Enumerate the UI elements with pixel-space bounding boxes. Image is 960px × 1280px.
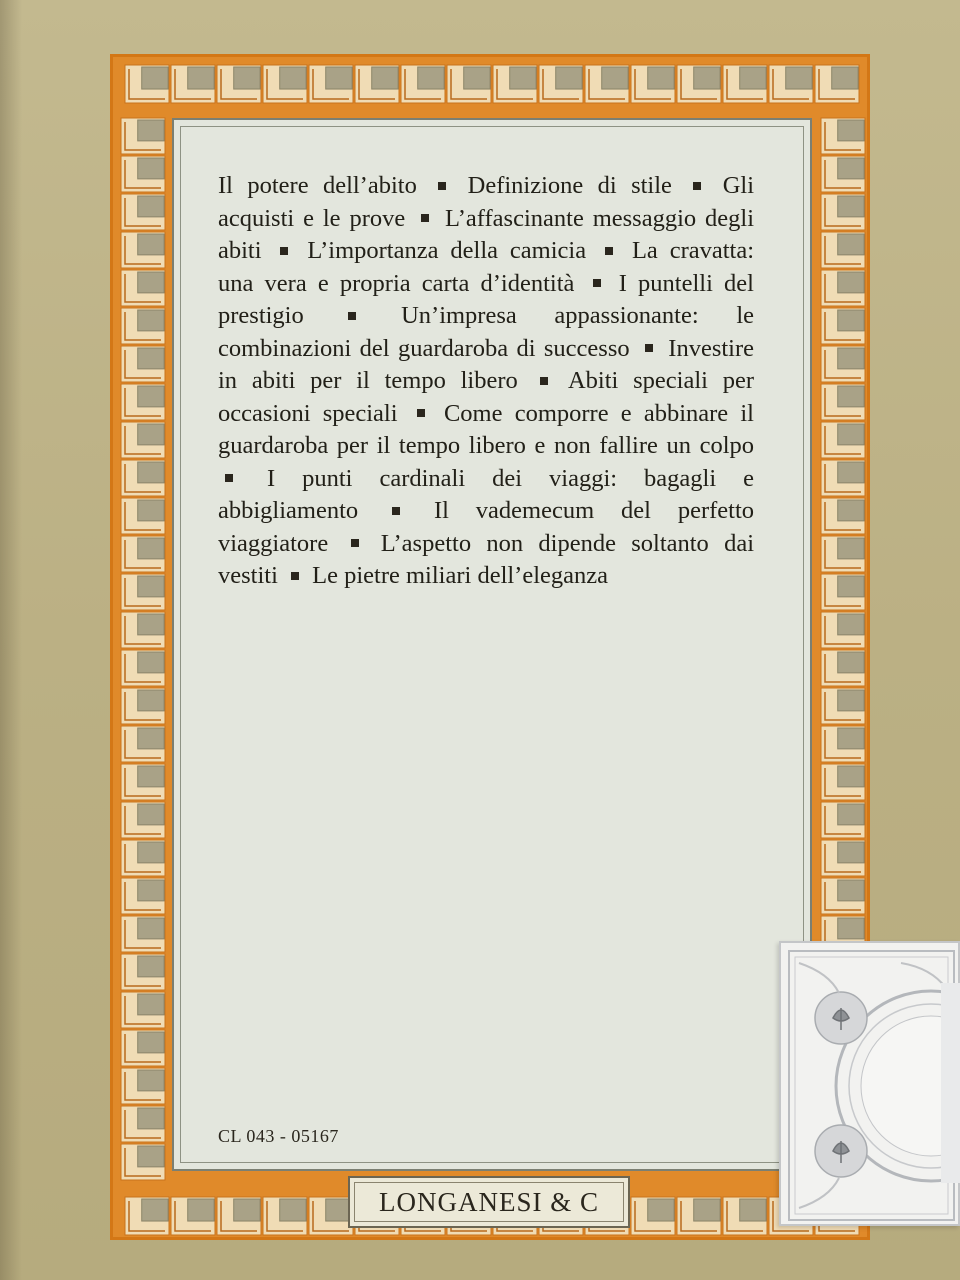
bullet-square-icon xyxy=(392,507,400,515)
contents-topic: Il vademecum del perfetto viaggiatore xyxy=(218,497,755,557)
bullet-square-icon xyxy=(605,247,613,255)
contents-topic: Investire in abiti per il tempo libero xyxy=(218,334,755,394)
contents-topic: Un’impresa appassionante: le combinazioni del guardaroba di successo xyxy=(218,302,755,362)
contents-topic: L’affascinante messaggio degli abiti xyxy=(218,204,755,264)
bullet-square-icon xyxy=(645,344,653,352)
bullet-square-icon xyxy=(348,312,356,320)
contents-topic: Gli acquisti e le prove xyxy=(218,172,755,232)
publisher-label xyxy=(348,1176,630,1228)
publisher-name: LONGANESI & C xyxy=(379,1187,599,1217)
library-sticker xyxy=(779,941,960,1226)
bullet-square-icon xyxy=(225,474,233,482)
contents-topic: Il potere dell’abito xyxy=(218,172,417,199)
contents-topic: I punti cardinali dei viaggi: bagagli e abbigliamento xyxy=(218,464,755,524)
contents-topic: I puntelli del prestigio xyxy=(218,269,754,329)
contents-topic: La cravatta: una vera e propria carta d’identità xyxy=(218,237,755,297)
catalog-code: CL 043 - 05167 xyxy=(218,1126,339,1146)
contents-topic: Come comporre e abbinare il guardaroba per il tempo libero e non fallire un colpo xyxy=(218,399,754,459)
bullet-square-icon xyxy=(417,409,425,417)
contents-text xyxy=(218,170,754,593)
contents-topic: L’importanza della camicia xyxy=(307,237,587,264)
spine-shadow xyxy=(0,0,22,1280)
bullet-square-icon xyxy=(540,377,548,385)
contents-topic: L’aspetto non dipende soltanto dai vestiti xyxy=(218,529,755,589)
contents-topic: Le pietre miliari dell’eleganza xyxy=(312,562,609,589)
bullet-square-icon xyxy=(291,572,299,580)
library-label-sticker-icon xyxy=(781,943,960,1228)
bullet-square-icon xyxy=(438,182,446,190)
bullet-square-icon xyxy=(421,214,429,222)
bullet-square-icon xyxy=(593,279,601,287)
contents-topic: Definizione di stile xyxy=(467,172,672,199)
bullet-square-icon xyxy=(280,247,288,255)
contents-topic: Abiti speciali per occasioni speciali xyxy=(218,367,755,427)
bullet-square-icon xyxy=(693,182,701,190)
bullet-square-icon xyxy=(351,539,359,547)
contents-panel xyxy=(172,118,812,1171)
